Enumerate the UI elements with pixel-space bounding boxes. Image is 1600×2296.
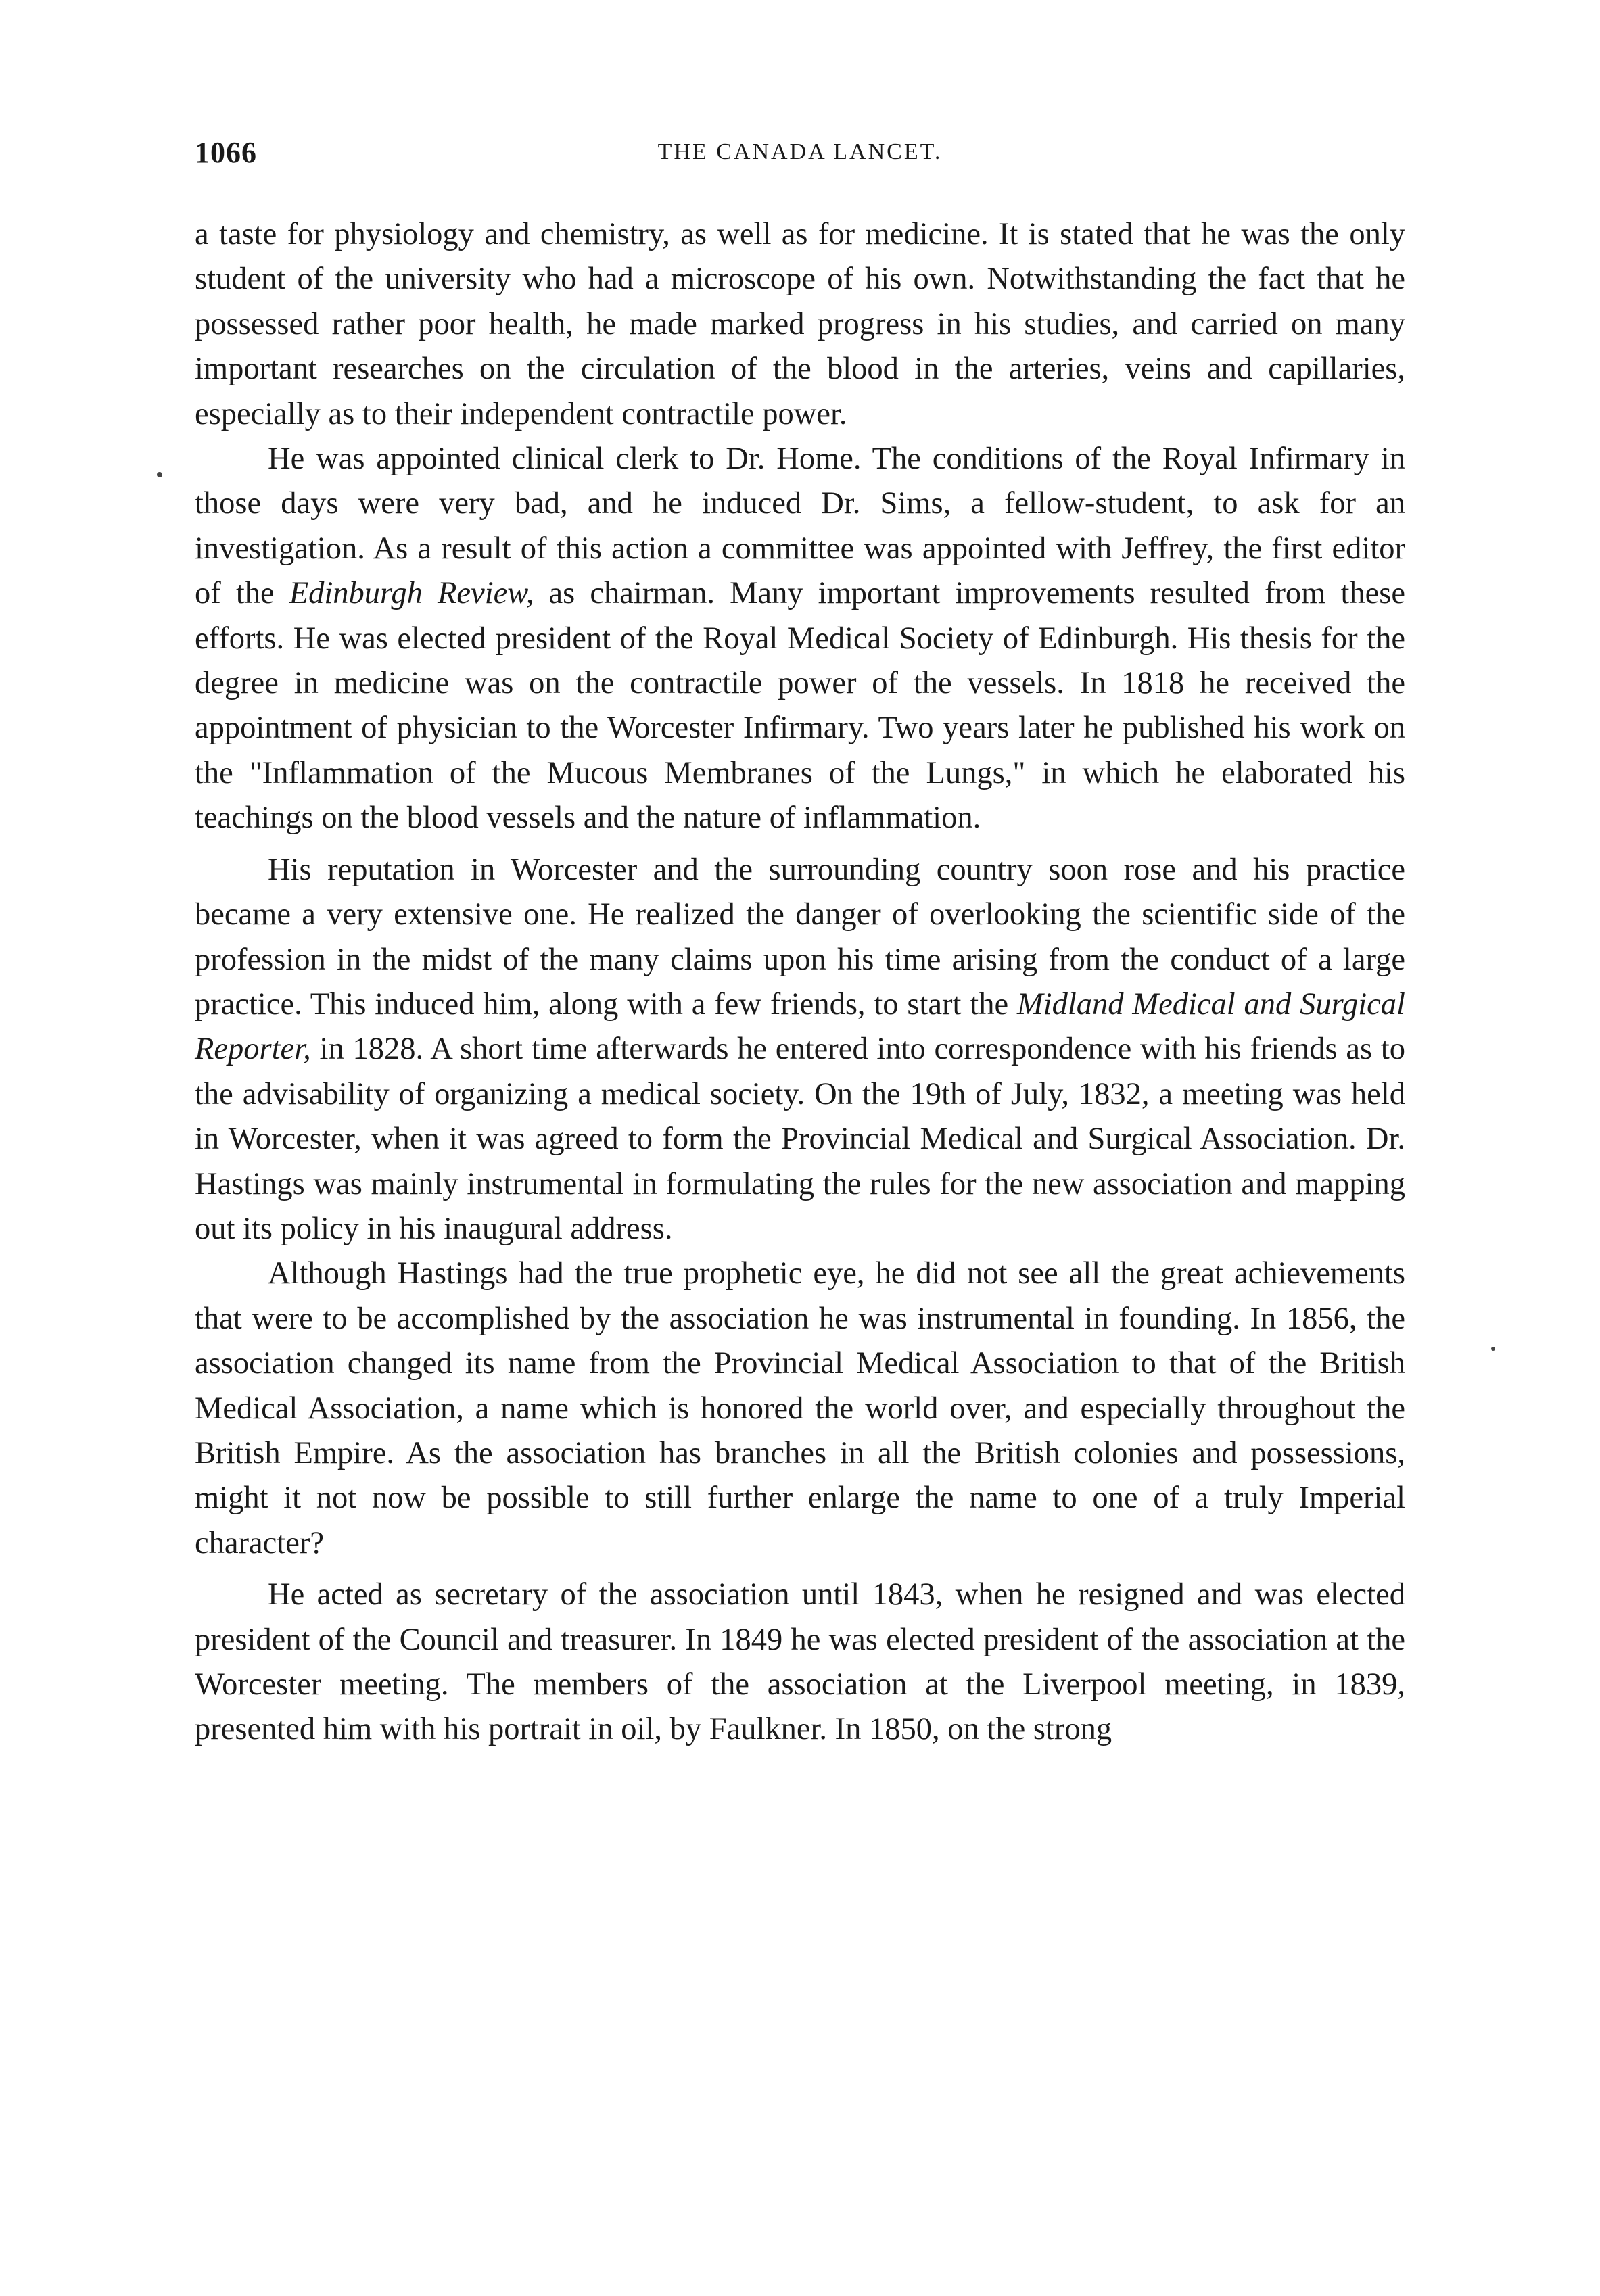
margin-speck-left [157,472,162,477]
body-text [195,212,1405,1752]
paragraph-1-text: a taste for physiology and chemistry, as well as for medicine. It is stated that he was the only student of the university who had a microscope of his own. Notwithstanding the fact that he possessed rather poor health, he made marked progress in his studies, and carried on many important researches on the circulation of the blood in the arteries, veins and capillaries, especially as to their independent contractile power. [195,217,1405,431]
journal-title-edinburgh-review: Edinburgh Review, [289,576,534,611]
paragraph-2-text-a: He was appointed clinical clerk to Dr. Home. The conditions of the Royal Infirmary in those days were very bad, and he induced Dr. Sims, a fellow-student, to ask for an investigation. As a result of this action a committee was appointed with Jeffrey, the first editor of the [195,441,1405,611]
paragraph-3-text-a: His reputation in Worcester and the surrounding country soon rose and his practice became a very extensive one. He realized the danger of overlooking the scientific side of the profession in the midst of the many claims upon his time arising from the conduct of a large practice. This induced him, along with a few friends, to start the [195,852,1405,1022]
paragraph-2-text-b: as chairman. Many important improvements resulted from these efforts. He was elected president of the Royal Medical Society of Edinburgh. His thesis for the degree in medicine was on the contractile power of the vessels. In 1818 he received the appointment of physician to the Worcester Infirmary. Two years later he published his work on the "Inflammation of the Mucous Membranes of the Lungs," in which he elaborated his teachings on the blood vessels and the nature of inflammation. [195,576,1405,836]
page [195,135,1405,2245]
paragraph-1 [195,212,1405,437]
paragraph-3-text-b: in 1828. A short time afterwards he entered into correspondence with his friends as to the advisability of organizing a medical society. On the 19th of July, 1832, a meeting was held in Worcester, when it was agreed to form the Provincial Medical and Surgical Association. Dr. Hastings was mainly instrumental in formulating the rules for the new association and mapping out its policy in his inaugural address. [195,1032,1405,1246]
paragraph-2 [195,437,1405,841]
paragraph-4 [195,1251,1405,1566]
paragraph-5-text: He acted as secretary of the association until 1843, when he resigned and was elected president of the Council and treasurer. In 1849 he was elected president of the association at the Worcester meeting. The members of the association at the Liverpool meeting, in 1839, presented him with his portrait in oil, by Faulkner. In 1850, on the strong [195,1577,1405,1747]
margin-speck-right [1491,1347,1495,1351]
paragraph-4-text: Although Hastings had the true prophetic eye, he did not see all the great achievements that were to be accomplished by the association he was instrumental in founding. In 1856, the association changed its name from the Provincial Medical Association to that of the British Medical Association, a name which is honored the world over, and especially throughout the British Empire. As the association has branches in all the British colonies and possessions, might it not now be possible to still further enlarge the name to one of a truly Imperial character? [195,1256,1405,1560]
page-number: 1066 [195,136,257,169]
paragraph-5 [195,1573,1405,1752]
paragraph-3 [195,848,1405,1252]
running-head: THE CANADA LANCET. [657,139,943,164]
journal-title-midland-reporter: Midland Medical and Surgical Reporter, [195,986,1405,1067]
page-header [195,135,1405,183]
